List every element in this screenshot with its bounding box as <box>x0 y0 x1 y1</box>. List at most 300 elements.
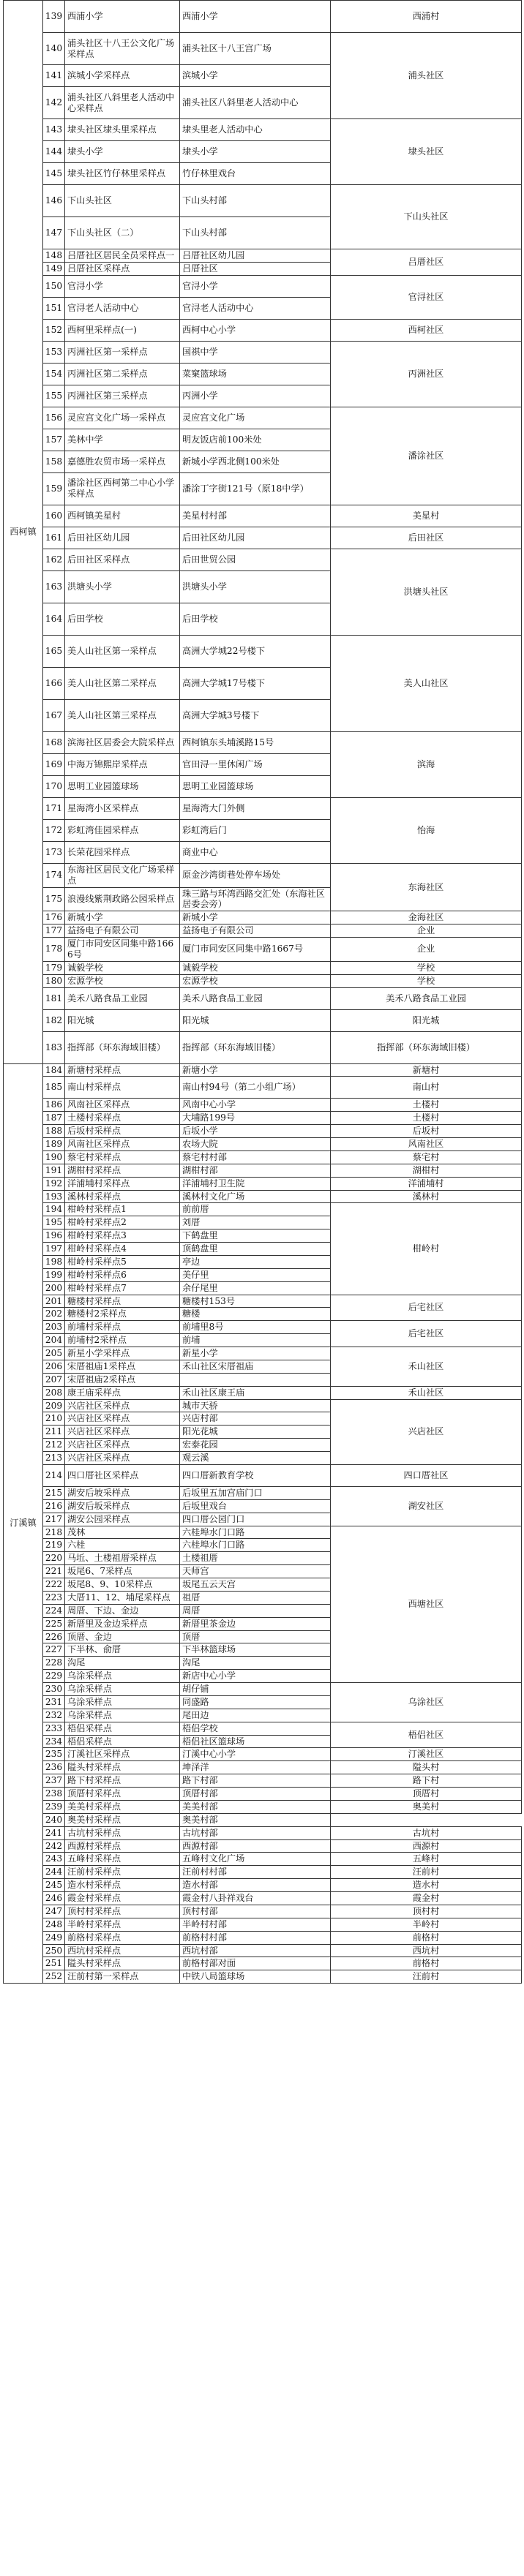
sampling-point-name-cell: 浦头社区八斜里老人活动中心采样点 <box>65 87 180 119</box>
sampling-point-name-cell: 后田学校 <box>65 603 180 635</box>
sampling-point-name-cell: 古坑村采样点 <box>65 1826 180 1839</box>
sampling-address-cell: 洋浦埔村卫生院 <box>180 1177 331 1190</box>
row-number-cell: 233 <box>43 1722 65 1735</box>
row-number-cell: 147 <box>43 217 65 249</box>
sampling-address-cell: 后坂小学 <box>180 1125 331 1138</box>
community-cell: 西柯社区 <box>331 319 522 341</box>
sampling-address-cell: 下山头村部 <box>180 185 331 217</box>
sampling-address-cell: 顶厝村部 <box>180 1788 331 1801</box>
sampling-address-cell: 湖柑村部 <box>180 1164 331 1177</box>
sampling-point-name-cell: 土楼村采样点 <box>65 1112 180 1125</box>
sampling-point-name-cell: 下山头社区（二） <box>65 217 180 249</box>
sampling-point-name-cell: 霞金村采样点 <box>65 1892 180 1905</box>
sampling-point-name-cell: 造水村采样点 <box>65 1879 180 1892</box>
sampling-point-name-cell: 宋厝祖庙1采样点 <box>65 1360 180 1373</box>
sampling-address-cell: 天师宫 <box>180 1565 331 1578</box>
sampling-address-cell: 厦门市同安区同集中路1667号 <box>180 938 331 962</box>
row-number-cell: 237 <box>43 1774 65 1788</box>
sampling-point-name-cell: 前埔村2采样点 <box>65 1334 180 1347</box>
community-cell: 风南社区 <box>331 1138 522 1151</box>
sampling-point-name-cell: 埭头社区埭头里采样点 <box>65 119 180 141</box>
sampling-point-name-cell: 湖安后坂采样点 <box>65 1499 180 1513</box>
table-row <box>4 1031 522 1063</box>
row-number-cell: 164 <box>43 603 65 635</box>
row-number-cell: 157 <box>43 429 65 451</box>
sampling-address-cell: 前埔 <box>180 1334 331 1347</box>
table-row <box>4 1788 522 1801</box>
sampling-point-name-cell: 后田社区采样点 <box>65 549 180 570</box>
sampling-address-cell: 潘涂丁字街121号（原18中学） <box>180 472 331 505</box>
sampling-address-cell: 造水村部 <box>180 1879 331 1892</box>
sampling-point-name-cell: 西源村采样点 <box>65 1839 180 1853</box>
sampling-address-cell: 洪塘头小学 <box>180 570 331 603</box>
sampling-address-cell: 指挥部（环东海域旧楼） <box>180 1031 331 1063</box>
sampling-address-cell: 前前厝 <box>180 1203 331 1216</box>
sampling-point-name-cell: 兴店社区采样点 <box>65 1412 180 1426</box>
row-number-cell: 153 <box>43 341 65 363</box>
sampling-address-cell: 新城小学 <box>180 911 331 924</box>
sampling-point-name-cell: 湖安后坡采样点 <box>65 1486 180 1499</box>
row-number-cell: 252 <box>43 1970 65 1984</box>
sampling-address-cell: 下鹤盘里 <box>180 1229 331 1243</box>
table-row <box>4 961 522 974</box>
table-row <box>4 938 522 962</box>
sampling-point-name-cell: 西柯里采样点(一) <box>65 319 180 341</box>
community-cell: 企业 <box>331 938 522 962</box>
row-number-cell: 225 <box>43 1617 65 1630</box>
table-row <box>4 1190 522 1203</box>
table-row <box>4 635 522 667</box>
sampling-address-cell: 诚毅学校 <box>180 961 331 974</box>
sampling-address-cell: 西柯中心小学 <box>180 319 331 341</box>
sampling-address-cell: 后田学校 <box>180 603 331 635</box>
sampling-point-name-cell: 滨城小学采样点 <box>65 65 180 87</box>
sampling-address-cell: 城市天骄 <box>180 1399 331 1412</box>
sampling-point-name-cell: 柑岭村采样点4 <box>65 1243 180 1256</box>
row-number-cell: 231 <box>43 1695 65 1709</box>
sampling-address-cell: 宏源学校 <box>180 974 331 987</box>
sampling-point-name-cell: 风南社区采样点 <box>65 1138 180 1151</box>
sampling-point-name-cell: 指挥部（环东海域旧楼） <box>65 1031 180 1063</box>
community-cell: 美星村 <box>331 505 522 527</box>
row-number-cell: 236 <box>43 1761 65 1774</box>
sampling-address-cell: 后坂里五加宫庙门口 <box>180 1486 331 1499</box>
sampling-point-name-cell: 糖楼村采样点 <box>65 1295 180 1308</box>
sampling-point-name-cell: 大厝11、12、埔尾采样点 <box>65 1591 180 1604</box>
row-number-cell: 228 <box>43 1657 65 1670</box>
sampling-address-cell: 后田社区幼儿园 <box>180 527 331 549</box>
table-row <box>4 1526 522 1539</box>
sampling-address-cell: 农场大院 <box>180 1138 331 1151</box>
community-cell: 兴店社区 <box>331 1399 522 1464</box>
sampling-address-cell: 西源村部 <box>180 1839 331 1853</box>
table-row <box>4 863 522 887</box>
table-row <box>4 1853 522 1866</box>
sampling-address-cell: 路下村部 <box>180 1774 331 1788</box>
community-cell: 埭头社区 <box>331 119 522 185</box>
sampling-address-cell: 土楼祖厝 <box>180 1552 331 1565</box>
table-row <box>4 1722 522 1735</box>
sampling-address-cell: 大埔路199号 <box>180 1112 331 1125</box>
sampling-address-cell: 沟尾 <box>180 1657 331 1670</box>
row-number-cell: 152 <box>43 319 65 341</box>
row-number-cell: 215 <box>43 1486 65 1499</box>
row-number-cell: 190 <box>43 1150 65 1164</box>
row-number-cell: 191 <box>43 1164 65 1177</box>
sampling-address-cell: 西坑村部 <box>180 1944 331 1957</box>
community-cell: 浦头社区 <box>331 33 522 119</box>
sampling-point-name-cell: 后田社区幼儿园 <box>65 527 180 549</box>
community-cell: 蔡宅村 <box>331 1150 522 1164</box>
community-cell: 后坂村 <box>331 1125 522 1138</box>
table-row <box>4 1944 522 1957</box>
table-row <box>4 1800 522 1813</box>
sampling-address-cell: 新厝里茶金边 <box>180 1617 331 1630</box>
sampling-point-name-cell: 美人山社区第一采样点 <box>65 635 180 667</box>
sampling-address-cell: 星海湾大门外侧 <box>180 797 331 819</box>
row-number-cell: 149 <box>43 262 65 275</box>
community-cell: 滨海 <box>331 731 522 797</box>
row-number-cell: 244 <box>43 1866 65 1879</box>
community-cell: 洪塘头社区 <box>331 549 522 635</box>
row-number-cell: 227 <box>43 1643 65 1657</box>
row-number-cell: 172 <box>43 819 65 841</box>
row-number-cell: 224 <box>43 1604 65 1617</box>
row-number-cell: 204 <box>43 1334 65 1347</box>
sampling-address-cell: 国祺中学 <box>180 341 331 363</box>
sampling-address-cell: 奥美村部 <box>180 1813 331 1826</box>
row-number-cell: 240 <box>43 1813 65 1826</box>
sampling-address-cell: 美仔里 <box>180 1268 331 1281</box>
row-number-cell: 143 <box>43 119 65 141</box>
row-number-cell: 144 <box>43 141 65 163</box>
sampling-point-name-cell: 糖楼村2采样点 <box>65 1308 180 1321</box>
table-row <box>4 1931 522 1944</box>
row-number-cell: 196 <box>43 1229 65 1243</box>
sampling-address-cell: 益扬电子有限公司 <box>180 924 331 938</box>
row-number-cell: 218 <box>43 1526 65 1539</box>
sampling-point-name-cell: 半岭村采样点 <box>65 1918 180 1931</box>
sampling-address-cell: 汪前村村部 <box>180 1866 331 1879</box>
sampling-address-cell: 顶村村部 <box>180 1905 331 1918</box>
row-number-cell: 170 <box>43 775 65 797</box>
sampling-address-cell: 新店中心小学 <box>180 1670 331 1683</box>
community-cell: 官浔社区 <box>331 275 522 319</box>
sampling-point-name-cell: 周厝、下边、金边 <box>65 1604 180 1617</box>
table-row <box>4 924 522 938</box>
table-row <box>4 1150 522 1164</box>
sampling-point-name-cell: 马坵、土楼祖厝采样点 <box>65 1552 180 1565</box>
sampling-sites-table <box>3 0 522 1984</box>
community-cell: 隘头村 <box>331 1761 522 1774</box>
sampling-point-name-cell: 柑岭村采样点7 <box>65 1281 180 1295</box>
sampling-point-name-cell: 汪前村第一采样点 <box>65 1970 180 1984</box>
community-cell: 顶厝村 <box>331 1788 522 1801</box>
sampling-address-cell: 官浔小学 <box>180 275 331 297</box>
table-row <box>4 1879 522 1892</box>
sampling-address-cell: 半岭村村部 <box>180 1918 331 1931</box>
row-number-cell: 229 <box>43 1670 65 1683</box>
row-number-cell: 151 <box>43 297 65 319</box>
sampling-point-name-cell: 坂尾6、7采样点 <box>65 1565 180 1578</box>
row-number-cell: 165 <box>43 635 65 667</box>
row-number-cell: 168 <box>43 731 65 753</box>
sampling-point-name-cell: 乌涂采样点 <box>65 1670 180 1683</box>
sampling-address-cell: 坂尾五云天宫 <box>180 1578 331 1592</box>
community-cell: 路下村 <box>331 1774 522 1788</box>
sampling-address-cell: 吕厝社区 <box>180 262 331 275</box>
row-number-cell: 177 <box>43 924 65 938</box>
row-number-cell: 205 <box>43 1347 65 1360</box>
sampling-address-cell: 同盛路 <box>180 1695 331 1709</box>
row-number-cell: 201 <box>43 1295 65 1308</box>
sampling-address-cell: 浦头社区十八王宫广场 <box>180 33 331 65</box>
sampling-address-cell: 顶鹤盘里 <box>180 1243 331 1256</box>
sampling-point-name-cell: 四口厝社区采样点 <box>65 1464 180 1486</box>
sampling-point-name-cell: 灵应宫文化广场一采样点 <box>65 407 180 429</box>
community-cell: 吕厝社区 <box>331 249 522 276</box>
table-row <box>4 1683 522 1696</box>
row-number-cell: 197 <box>43 1243 65 1256</box>
row-number-cell: 154 <box>43 363 65 385</box>
row-number-cell: 156 <box>43 407 65 429</box>
community-cell: 指挥部（环东海域旧楼） <box>331 1031 522 1063</box>
community-cell: 梧侣社区 <box>331 1722 522 1748</box>
sampling-address-cell: 霞金村八卦祥戏台 <box>180 1892 331 1905</box>
sampling-point-name-cell: 新城小学 <box>65 911 180 924</box>
community-cell: 前格村 <box>331 1931 522 1944</box>
table-row <box>4 1774 522 1788</box>
community-cell: 前格村 <box>331 1957 522 1970</box>
sampling-address-cell: 五峰村文化广场 <box>180 1853 331 1866</box>
sampling-address-cell: 汀溪中心小学 <box>180 1748 331 1761</box>
table-row <box>4 505 522 527</box>
sampling-address-cell: 西浦小学 <box>180 1 331 33</box>
row-number-cell: 222 <box>43 1578 65 1592</box>
sampling-point-name-cell: 顶厝村采样点 <box>65 1788 180 1801</box>
row-number-cell: 192 <box>43 1177 65 1190</box>
sampling-address-cell: 前埔里8号 <box>180 1321 331 1334</box>
sampling-address-cell: 祖厝 <box>180 1591 331 1604</box>
row-number-cell: 251 <box>43 1957 65 1970</box>
row-number-cell: 183 <box>43 1031 65 1063</box>
row-number-cell: 249 <box>43 1931 65 1944</box>
sampling-point-name-cell: 柑岭村采样点3 <box>65 1229 180 1243</box>
row-number-cell: 211 <box>43 1426 65 1439</box>
sampling-address-cell: 新塘小学 <box>180 1063 331 1077</box>
row-number-cell: 194 <box>43 1203 65 1216</box>
sampling-point-name-cell: 埭头社区竹仔林里采样点 <box>65 163 180 185</box>
community-cell: 汀溪社区 <box>331 1748 522 1761</box>
sampling-address-cell: 思明工业园篮球场 <box>180 775 331 797</box>
sampling-address-cell: 四口厝公园门口 <box>180 1513 331 1526</box>
sampling-point-name-cell: 蔡宅村采样点 <box>65 1150 180 1164</box>
sampling-point-name-cell: 湖柑村采样点 <box>65 1164 180 1177</box>
sampling-point-name-cell: 诚毅学校 <box>65 961 180 974</box>
table-body <box>4 1 522 1984</box>
table-row <box>4 185 522 217</box>
community-cell: 西坑村 <box>331 1944 522 1957</box>
sampling-address-cell: 周厝 <box>180 1604 331 1617</box>
community-cell: 西源村 <box>331 1839 522 1853</box>
table-row <box>4 1957 522 1970</box>
community-cell: 学校 <box>331 974 522 987</box>
row-number-cell: 221 <box>43 1565 65 1578</box>
row-number-cell: 141 <box>43 65 65 87</box>
row-number-cell: 188 <box>43 1125 65 1138</box>
sampling-address-cell: 禾山社区宋厝祖庙 <box>180 1360 331 1373</box>
sampling-point-name-cell: 浦头社区十八王公文化广场采样点 <box>65 33 180 65</box>
sampling-address-cell: 竹仔林里戏台 <box>180 163 331 185</box>
sampling-address-cell: 四口厝新教育学校 <box>180 1464 331 1486</box>
sampling-address-cell: 糖楼 <box>180 1308 331 1321</box>
row-number-cell: 159 <box>43 472 65 505</box>
community-cell: 汪前村 <box>331 1970 522 1984</box>
row-number-cell: 207 <box>43 1373 65 1386</box>
row-number-cell: 139 <box>43 1 65 33</box>
sampling-address-cell: 蔡宅村村部 <box>180 1150 331 1164</box>
community-cell: 东海社区 <box>331 863 522 911</box>
community-cell: 湖安社区 <box>331 1486 522 1526</box>
sampling-address-cell: 高洲大学城17号楼下 <box>180 667 331 699</box>
sampling-address-cell: 阳光花城 <box>180 1426 331 1439</box>
sampling-address-cell: 六桂埠水门口路 <box>180 1526 331 1539</box>
sampling-point-name-cell: 嘉德胜农贸市场一采样点 <box>65 451 180 472</box>
sampling-point-name-cell: 兴店社区采样点 <box>65 1452 180 1465</box>
sampling-point-name-cell: 后坂村采样点 <box>65 1125 180 1138</box>
row-number-cell: 150 <box>43 275 65 297</box>
sampling-point-name-cell: 浪漫线紫荆政路公园采样点 <box>65 887 180 911</box>
sampling-point-name-cell: 前格村采样点 <box>65 1931 180 1944</box>
sampling-point-name-cell: 美美村采样点 <box>65 1800 180 1813</box>
row-number-cell: 212 <box>43 1439 65 1452</box>
community-cell: 怡海 <box>331 797 522 863</box>
sampling-point-name-cell: 乌涂采样点 <box>65 1709 180 1722</box>
row-number-cell: 203 <box>43 1321 65 1334</box>
sampling-point-name-cell: 中海万锦熙岸采样点 <box>65 753 180 775</box>
row-number-cell: 239 <box>43 1800 65 1813</box>
community-cell: 五峰村 <box>331 1853 522 1866</box>
sampling-point-name-cell: 兴店社区采样点 <box>65 1426 180 1439</box>
sampling-address-cell: 中铁八局篮球场 <box>180 1970 331 1984</box>
row-number-cell: 161 <box>43 527 65 549</box>
table-row <box>4 1009 522 1031</box>
row-number-cell: 235 <box>43 1748 65 1761</box>
sampling-point-name-cell: 阳光城 <box>65 1009 180 1031</box>
sampling-point-name-cell: 洋浦埔村采样点 <box>65 1177 180 1190</box>
sampling-point-name-cell: 益扬电子有限公司 <box>65 924 180 938</box>
sampling-address-cell: 前格村村部 <box>180 1931 331 1944</box>
community-cell: 湖柑村 <box>331 1164 522 1177</box>
sampling-address-cell: 下山头村部 <box>180 217 331 249</box>
row-number-cell: 198 <box>43 1255 65 1268</box>
sampling-point-name-cell: 西坑村采样点 <box>65 1944 180 1957</box>
sampling-address-cell: 美禾八路食品工业园 <box>180 987 331 1009</box>
table-row <box>4 1347 522 1360</box>
row-number-cell: 176 <box>43 911 65 924</box>
community-cell: 奥美村 <box>331 1800 522 1813</box>
table-row <box>4 1177 522 1190</box>
sampling-address-cell: 新城小学西北侧100米处 <box>180 451 331 472</box>
table-row <box>4 1386 522 1399</box>
sampling-point-name-cell: 路下村采样点 <box>65 1774 180 1788</box>
table-row <box>4 249 522 263</box>
community-cell: 新塘村 <box>331 1063 522 1077</box>
sampling-point-name-cell: 彩虹湾佳园采样点 <box>65 819 180 841</box>
sampling-address-cell: 官浔老人活动中心 <box>180 297 331 319</box>
sampling-address-cell <box>180 1373 331 1386</box>
sampling-point-name-cell: 丙洲社区第一采样点 <box>65 341 180 363</box>
sampling-point-name-cell: 南山村采样点 <box>65 1077 180 1099</box>
sampling-address-cell: 菜窠篮球场 <box>180 363 331 385</box>
community-cell: 柑岭村 <box>331 1203 522 1295</box>
row-number-cell: 246 <box>43 1892 65 1905</box>
sampling-point-name-cell: 兴店社区采样点 <box>65 1439 180 1452</box>
sampling-point-name-cell: 前埔村采样点 <box>65 1321 180 1334</box>
sampling-point-name-cell: 坂尾8、9、10采样点 <box>65 1578 180 1592</box>
table-row <box>4 731 522 753</box>
sampling-point-name-cell: 滨海社区居委会大院采样点 <box>65 731 180 753</box>
row-number-cell: 220 <box>43 1552 65 1565</box>
community-cell: 造水村 <box>331 1879 522 1892</box>
row-number-cell: 182 <box>43 1009 65 1031</box>
sampling-point-name-cell: 美人山社区第三采样点 <box>65 699 180 731</box>
sampling-address-cell: 埭头里老人活动中心 <box>180 119 331 141</box>
sampling-point-name-cell: 吕厝社区采样点 <box>65 262 180 275</box>
row-number-cell: 245 <box>43 1879 65 1892</box>
table-row <box>4 1748 522 1761</box>
community-cell: 霞金村 <box>331 1892 522 1905</box>
sampling-point-name-cell: 美林中学 <box>65 429 180 451</box>
sampling-address-cell: 滨城小学 <box>180 65 331 87</box>
row-number-cell: 230 <box>43 1683 65 1696</box>
sampling-point-name-cell: 宏源学校 <box>65 974 180 987</box>
table-row <box>4 1486 522 1499</box>
table-row <box>4 911 522 924</box>
community-cell: 企业 <box>331 924 522 938</box>
sampling-point-name-cell: 厦门市同安区同集中路1666号 <box>65 938 180 962</box>
community-cell: 土楼村 <box>331 1099 522 1112</box>
sampling-point-name-cell: 康王庙采样点 <box>65 1386 180 1399</box>
sampling-point-name-cell: 柑岭村采样点6 <box>65 1268 180 1281</box>
community-cell: 后宅社区 <box>331 1321 522 1347</box>
sampling-point-name-cell: 东海社区居民文化广场采样点 <box>65 863 180 887</box>
table-row <box>4 1138 522 1151</box>
sampling-address-cell: 前格村部对面 <box>180 1957 331 1970</box>
table-row <box>4 1099 522 1112</box>
sampling-address-cell: 坤泽洋 <box>180 1761 331 1774</box>
sampling-point-name-cell: 官浔老人活动中心 <box>65 297 180 319</box>
table-row <box>4 1905 522 1918</box>
sampling-point-name-cell: 汀溪社区采样点 <box>65 1748 180 1761</box>
sampling-address-cell: 南山村94号（第二小组广场） <box>180 1077 331 1099</box>
community-cell: 后宅社区 <box>331 1295 522 1321</box>
sampling-address-cell: 埭头小学 <box>180 141 331 163</box>
row-number-cell: 174 <box>43 863 65 887</box>
row-number-cell: 180 <box>43 974 65 987</box>
row-number-cell: 243 <box>43 1853 65 1866</box>
sampling-address-cell: 梧侣学校 <box>180 1722 331 1735</box>
community-cell: 禾山社区 <box>331 1347 522 1387</box>
row-number-cell: 200 <box>43 1281 65 1295</box>
table-row <box>4 1826 522 1839</box>
row-number-cell: 193 <box>43 1190 65 1203</box>
sampling-address-cell: 官田浔一里休闲广场 <box>180 753 331 775</box>
table-row <box>4 1295 522 1308</box>
sampling-address-cell: 下半林篮球场 <box>180 1643 331 1657</box>
sampling-address-cell: 珠三路与环湾西路交汇处（东海社区居委会旁） <box>180 887 331 911</box>
town-cell: 汀溪镇 <box>4 1063 43 1984</box>
